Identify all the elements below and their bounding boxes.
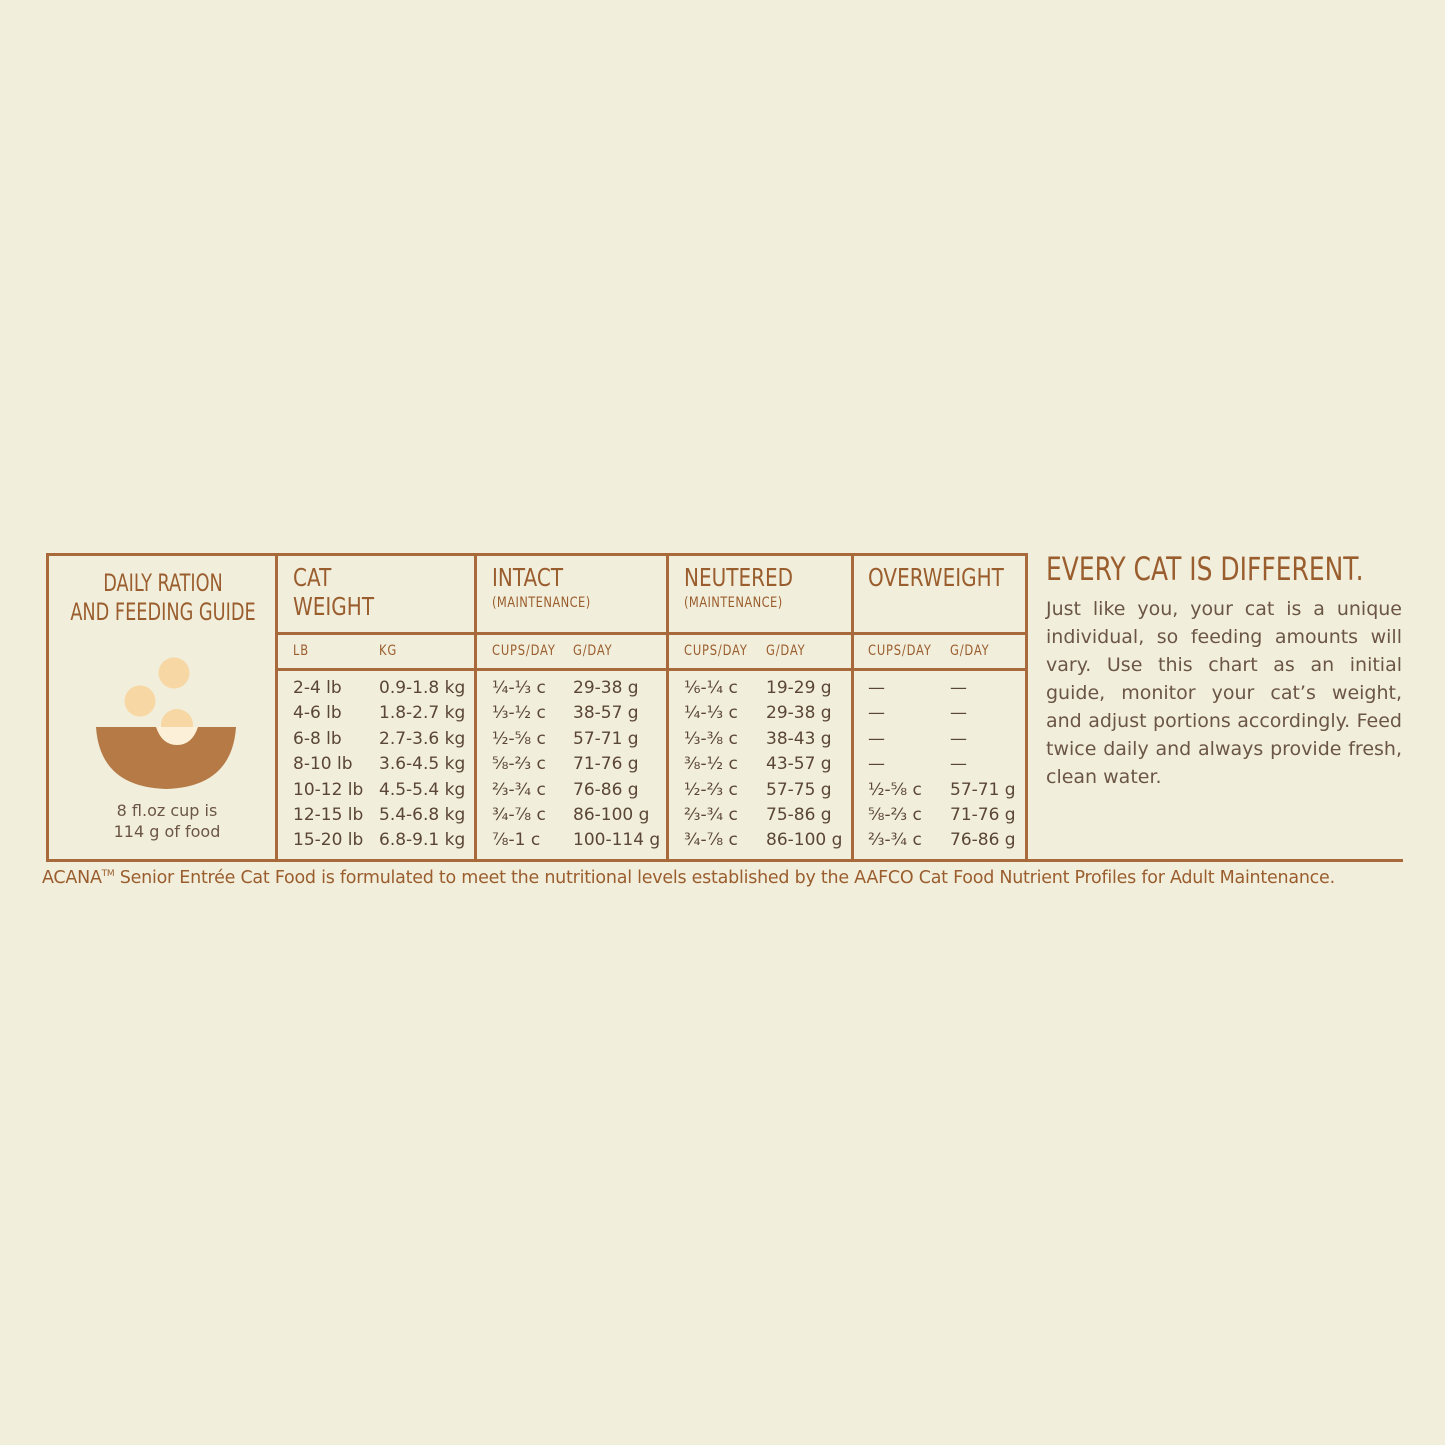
cell-neutered-cups: ⅔-¾ c (684, 805, 738, 826)
cell-overweight-g: 76-86 g (950, 830, 1016, 851)
cell-kg: 5.4-6.8 kg (379, 805, 466, 826)
bowl-with-kibble-icon (94, 655, 238, 791)
cell-lb: 8-10 lb (293, 754, 353, 775)
cell-neutered-g: 29-38 g (766, 703, 832, 724)
cell-overweight-g: 71-76 g (950, 805, 1016, 826)
header-neutered: NEUTERED (684, 563, 794, 592)
bottom-rule (46, 859, 1403, 862)
cell-kg: 0.9-1.8 kg (379, 678, 466, 698)
cell-intact-g: 100-114 g (573, 830, 661, 851)
cell-kg: 3.6-4.5 kg (379, 754, 466, 775)
cell-overweight-cups: — (868, 754, 885, 775)
cell-intact-g: 71-76 g (573, 754, 639, 775)
header-overweight: OVERWEIGHT (868, 563, 1004, 592)
subheader-intact-g: G/DAY (573, 643, 613, 659)
header-intact-sub: (MAINTENANCE) (492, 595, 591, 611)
cell-neutered-g: 43-57 g (766, 754, 832, 775)
side-title: EVERY CAT IS DIFFERENT. (1046, 550, 1364, 588)
cell-neutered-g: 38-43 g (766, 728, 832, 749)
cell-neutered-g: 19-29 g (766, 678, 832, 698)
cell-kg: 6.8-9.1 kg (379, 830, 466, 851)
cell-overweight-g: — (950, 754, 967, 775)
subheader-kg: KG (379, 643, 398, 659)
column-neutered-g (766, 676, 842, 854)
header-divider (275, 632, 1028, 635)
footnote-text: Senior Entrée Cat Food is formulated to meet the nutritional levels established by the AAFCO Cat Food Nutrient Profiles for Adult Maintenance. (114, 868, 1335, 888)
cell-overweight-cups: — (868, 678, 885, 698)
cell-lb: 4-6 lb (293, 703, 342, 724)
column-intact-cups (492, 676, 546, 854)
cell-intact-cups: ¾-⅞ c (492, 805, 546, 826)
cell-neutered-g: 75-86 g (766, 805, 832, 826)
column-lb (293, 676, 363, 854)
column-divider (851, 553, 854, 861)
cell-neutered-cups: ½-⅔ c (684, 779, 738, 800)
cell-neutered-cups: ¼-⅓ c (684, 703, 738, 724)
column-divider (474, 553, 477, 861)
cell-intact-cups: ⅝-⅔ c (492, 754, 546, 775)
column-neutered-cups (684, 676, 738, 854)
cell-intact-cups: ⅓-½ c (492, 703, 546, 724)
footnote-brand: ACANA (42, 868, 102, 888)
cup-note: 8 fl.oz cup is 114 g of food (113, 801, 221, 841)
subheader-overweight-cups: CUPS/DAY (868, 643, 932, 659)
cell-neutered-cups: ⅓-⅜ c (684, 728, 738, 749)
subheader-intact-cups: CUPS/DAY (492, 643, 556, 659)
subheader-neutered-cups: CUPS/DAY (684, 643, 748, 659)
cell-intact-g: 76-86 g (573, 779, 639, 800)
cell-overweight-cups: — (868, 703, 885, 724)
cell-overweight-g: — (950, 678, 967, 698)
cell-overweight-cups: ⅔-¾ c (868, 830, 922, 851)
cell-intact-g: 57-71 g (573, 728, 639, 749)
feeding-guide (46, 550, 1403, 863)
subheader-lb: LB (293, 643, 309, 659)
cell-lb: 12-15 lb (293, 805, 364, 826)
cell-overweight-cups: — (868, 728, 885, 749)
cell-intact-g: 29-38 g (573, 678, 639, 698)
cell-intact-cups: ¼-⅓ c (492, 678, 546, 698)
column-intact-g (573, 676, 660, 854)
cell-lb: 10-12 lb (293, 779, 364, 800)
subheader-neutered-g: G/DAY (766, 643, 806, 659)
trademark-mark: TM (101, 869, 115, 880)
cell-neutered-cups: ¾-⅞ c (684, 830, 738, 851)
cell-neutered-g: 86-100 g (766, 830, 843, 851)
cell-overweight-g: — (950, 728, 967, 749)
cell-neutered-g: 57-75 g (766, 779, 832, 800)
cell-lb: 15-20 lb (293, 830, 364, 851)
column-overweight-cups (868, 676, 922, 854)
header-intact: INTACT (492, 563, 564, 592)
cell-overweight-g: — (950, 703, 967, 724)
cell-kg: 1.8-2.7 kg (379, 703, 466, 724)
subheader-divider (275, 668, 1028, 671)
cell-kg: 2.7-3.6 kg (379, 728, 466, 749)
cell-intact-g: 86-100 g (573, 805, 650, 826)
cell-lb: 6-8 lb (293, 728, 342, 749)
cell-intact-cups: ½-⅝ c (492, 728, 546, 749)
side-text: Just like you, your cat is a unique individual, so feeding amounts will vary. Use this chart as an initial guide, monitor your cat’s weight, and adjust portions accordingly. Feed twice daily and always provide fresh, clean water. (1046, 598, 1402, 788)
cell-overweight-cups: ⅝-⅔ c (868, 805, 922, 826)
cell-intact-cups: ⅞-1 c (492, 830, 541, 851)
subheader-overweight-g: G/DAY (950, 643, 990, 659)
footnote (42, 868, 1404, 888)
cell-neutered-cups: ⅜-½ c (684, 754, 738, 775)
cell-overweight-g: 57-71 g (950, 779, 1016, 800)
cell-neutered-cups: ⅙-¼ c (684, 678, 738, 698)
column-kg (379, 676, 465, 854)
cell-intact-cups: ⅔-¾ c (492, 779, 546, 800)
cell-lb: 2-4 lb (293, 678, 342, 698)
header-neutered-sub: (MAINTENANCE) (684, 595, 783, 611)
column-overweight-g (950, 676, 1016, 854)
guide-title: DAILY RATION AND FEEDING GUIDE (70, 569, 256, 626)
cell-intact-g: 38-57 g (573, 703, 639, 724)
column-divider (666, 553, 669, 861)
header-cat-weight: CAT WEIGHT (293, 563, 375, 621)
cell-overweight-cups: ½-⅝ c (868, 779, 922, 800)
cell-kg: 4.5-5.4 kg (379, 779, 466, 800)
